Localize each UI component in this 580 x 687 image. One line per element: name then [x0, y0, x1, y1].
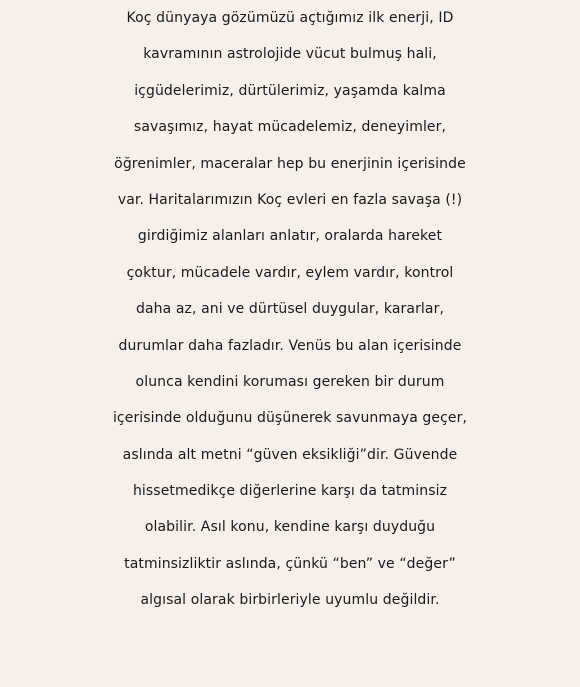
- text-line: daha az, ani ve dürtüsel duygular, kararlar,: [136, 301, 444, 318]
- text-line: var. Haritalarımızın Koç evleri en fazla savaşa (!): [117, 191, 463, 208]
- text-line: içgüdelerimiz, dürtülerimiz, yaşamda kalma: [134, 82, 446, 99]
- text-line: kavramının astrolojide vücut bulmuş hali,: [143, 46, 437, 63]
- text-line: olunca kendini koruması gereken bir durum: [135, 373, 445, 390]
- text-line: Koç dünyaya gözümüzü açtığımız ilk enerji, ID: [126, 10, 454, 26]
- text-line: tatminsizliktir aslında, çünkü “ben” ve “değer”: [124, 555, 456, 572]
- text-line: içerisinde olduğunu düşünerek savunmaya geçer,: [112, 410, 468, 427]
- text-line: olabilir. Asıl konu, kendine karşı duyduğu: [144, 519, 436, 536]
- text-line: aslında alt metni “güven eksikliği”dir. Güvende: [122, 446, 458, 463]
- text-line: girdiğimiz alanları anlatır, oralarda hareket: [137, 228, 443, 245]
- text-line: çoktur, mücadele vardır, eylem vardır, kontrol: [126, 264, 454, 281]
- text-line: savaşımız, hayat mücadelemiz, deneyimler,: [133, 119, 447, 136]
- text-line: algısal olarak birbirleriyle uyumlu değildir.: [140, 592, 440, 609]
- text-line: hissetmedikçe diğerlerine karşı da tatminsiz: [132, 483, 448, 500]
- text-line: durumlar daha fazladır. Venüs bu alan içerisinde: [118, 337, 462, 354]
- text-line: öğrenimler, maceralar hep bu enerjinin içerisinde: [114, 155, 466, 172]
